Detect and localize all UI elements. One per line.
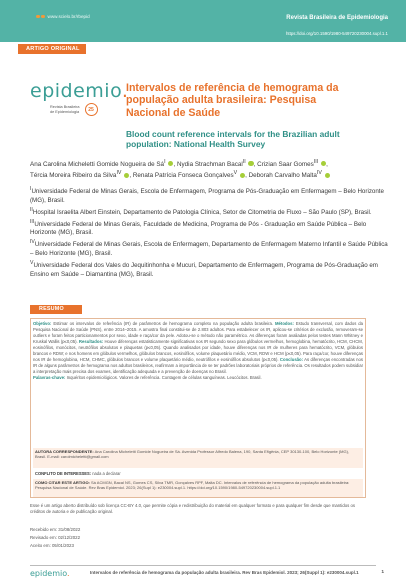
footer-logo: epidemio. [30, 569, 70, 578]
journal-header-band [0, 0, 406, 42]
orcid-icon[interactable] [124, 173, 129, 178]
author: Ana Carolina Micheletti Gomide Nogueira de $Sá^I$ , [30, 159, 177, 169]
article-type-tag: ARTIGO ORIGINAL [18, 44, 86, 54]
orcid-icon[interactable] [321, 161, 326, 166]
article-title-en: Blood count reference intervals for the Brazilian adult population: National Health Survey [126, 129, 340, 150]
author: Deborah Carvalho Malta$^{IV}$ [249, 172, 330, 179]
orcid-icon[interactable] [248, 161, 253, 166]
journal-name: Revista Brasileira de Epidemiologia [286, 15, 388, 21]
orcid-icon[interactable] [168, 161, 173, 166]
doi-link[interactable]: https://doi.org/10.1590/1980-549720230004.supl.1.1 [285, 31, 388, 36]
abstract-tag: RESUMO [30, 305, 82, 314]
abstract-text: Objetivo: Estimar os intervalos de referência (IR) de parâmetros de hemograma completo na população adulta brasileira. Métodos: Estudo transversal, com dados da Pesquisa Nacional de Saúde (PNS), entre 2014–2015. A amostra final constitui-se de 2.803 adultos. Para estabelecer os IR, aplicou-se critérios de exclusão, removeram-se outliers e foram feitos particionamentos por sexo, idade e raça/cor da pele. Adotou-se o método não paramétrico. As diferenças foram avaliadas pelos testes Mann Whitney e Kruskal Wallis (p≤0,05). Resultados: Houve diferenças estatisticamente significativas nos IR segundo sexo para glóbulos vermelhos, hemoglobina, hematócrito, HCM, CHCM, eosinófilos, monócitos, neutrófilos absolutos e plaquetas (p≤0,05). Quando analisados por idade, houve diferenças nos IR de mulheres para hematócrito, VCM, glóbulos brancos e RDW; e nos homens em glóbulos vermelhos, glóbulos brancos, eosinófilos, volume plaquetário médio, VCM, RDW e HCM (p≤0,05). Para raça/cor, houve diferenças nos IR de hemoglobina, HCM, CHMC, glóbulos brancos e volume plaquetário médio, neutrófilos e eosinófilos absolutos (p≤0,05). Conclusão: As diferenças encontradas nos IR de alguns parâmetros de hemograma nos adultos brasileiros, reafirmam a importância de se ter padrões laboratoriais próprios de referência. Os resultados podem subsidiar a interpretação mais precisa dos exames, identificação adequada e a prevenção de doenças no Brasil. Palavras-chave: Inquéritos epidemiológicos. Valores de referência. Contagem de células sanguíneas. Leucócitos. Brasil. [33, 321, 363, 445]
dots-icon [36, 15, 45, 19]
orcid-icon[interactable] [325, 173, 330, 178]
footer-citation: Intervalos de referência de hemograma da população adulta brasileira. Rev Bras Epidemiol. 2023; 26(Suppl 1): e230004.supl.1 [90, 570, 359, 575]
logo-subtitle: Revista Brasileira de Epidemiologia [50, 104, 80, 114]
page-number: 1 [381, 570, 384, 575]
keywords: Inquéritos epidemiológicos. Valores de referência. Contagem de células sanguíneas. Leucócitos. Brasil. [66, 375, 262, 381]
license-note: Esse é um artigo aberto distribuído sob licença CC-BY 4.0, que permite cópia e redistribuição do material em qualquer formato e para qualquer fim desde que mantidos os créditos de autoria e de publicação original. [30, 503, 355, 514]
conflict-of-interest: CONFLITO DE INTERESSES: nada a declarar [33, 469, 363, 478]
author: Renata Patrícia Fonseca Gonçalves$^V$ , [132, 170, 249, 180]
corresponding-author: AUTORA CORRESPONDENTE: Ana Carolina Micheletti Gomide Nogueira de Sá. Avenida Professor Alfredo Balena, 190, Santa Efigênia, CEP 30130-100, Belo Horizonte (MG), Brasil. E-mail: carolmicheletti@gmail.com [33, 448, 363, 468]
logo-wordmark: epidemio. [30, 80, 129, 102]
journal-logo [30, 80, 129, 116]
affiliation: $^{II}$Hospital Israelita Albert Einstein, Departamento de Patologia Clínica, Setor de Citometria de Fluxo – São Paulo (SP), Brasil. [30, 206, 372, 216]
article-title-pt: Intervalos de referência de hemograma da população adulta brasileira: Pesquisa Nacional de Saúde [126, 82, 339, 119]
affiliation-list [30, 185, 388, 279]
keywords-label: Palavras-chave: [33, 375, 66, 381]
author-list [30, 158, 390, 181]
orcid-icon[interactable] [240, 173, 245, 178]
journal-url-link[interactable] [36, 14, 90, 19]
author: Tércia Moreira Ribeiro da Silva$^{IV}$ , [30, 170, 133, 180]
author: Nydia Strachman Bacal$^{II}$ , [176, 159, 258, 169]
affiliation: $^V$Universidade Federal dos Vales do Jequitinhonha e Mucuri, Departamento de Enfermagem, Programa de Pós-Graduação em Ensino em Saúde – Diamantina (MG), Brasil. [30, 259, 378, 278]
journal-url[interactable]: www.scielo.br/rbepid [47, 14, 90, 19]
footer-divider [30, 565, 376, 566]
author: Crizian Saar Gomes$^{III}$ , [257, 159, 328, 169]
revised-date: Revisado em: 02/12/2022 [30, 535, 81, 541]
affiliation: $^{IV}$Universidade Federal de Minas Gerais, Escola de Enfermagem, Departamento de Enfermagem Materno Infantil e Saúde Pública – Belo Horizonte (MG), Brasil. [30, 239, 388, 258]
affiliation: $^{III}$Universidade Federal de Minas Gerais, Faculdade de Medicina, Programa de Pós - Graduação em Saúde Pública – Belo Horizonte (MG), Brasil. [30, 218, 367, 237]
publication-dates [30, 526, 80, 551]
how-to-cite: COMO CITAR ESTE ARTIGO: Sá ACMGN, Bacal NS, Gomes CS, Silva TMR, Gonçalves RPF, Malta DC. Intervalos de referência de hemograma da população adulta brasileira: Pesquisa Nacional de Saúde. Rev Bras Epidemiol. 2023; 26(Supl 1): e230004.supl.1. https://doi.org/10.1590/1980-549720230004.supl.1.1 [33, 479, 363, 497]
received-date: Recebido em: 31/08/2022 [30, 527, 81, 532]
accepted-date: Aceito em: 05/01/2023 [30, 543, 74, 549]
abstract-box [30, 318, 366, 498]
anniversary-badge: 25 [85, 103, 98, 116]
affiliation: $^I$Universidade Federal de Minas Gerais, Escola de Enfermagem, Programa de Pós-Graduação em Enfermagem – Belo Horizonte (MG), Brasil. [30, 186, 384, 204]
